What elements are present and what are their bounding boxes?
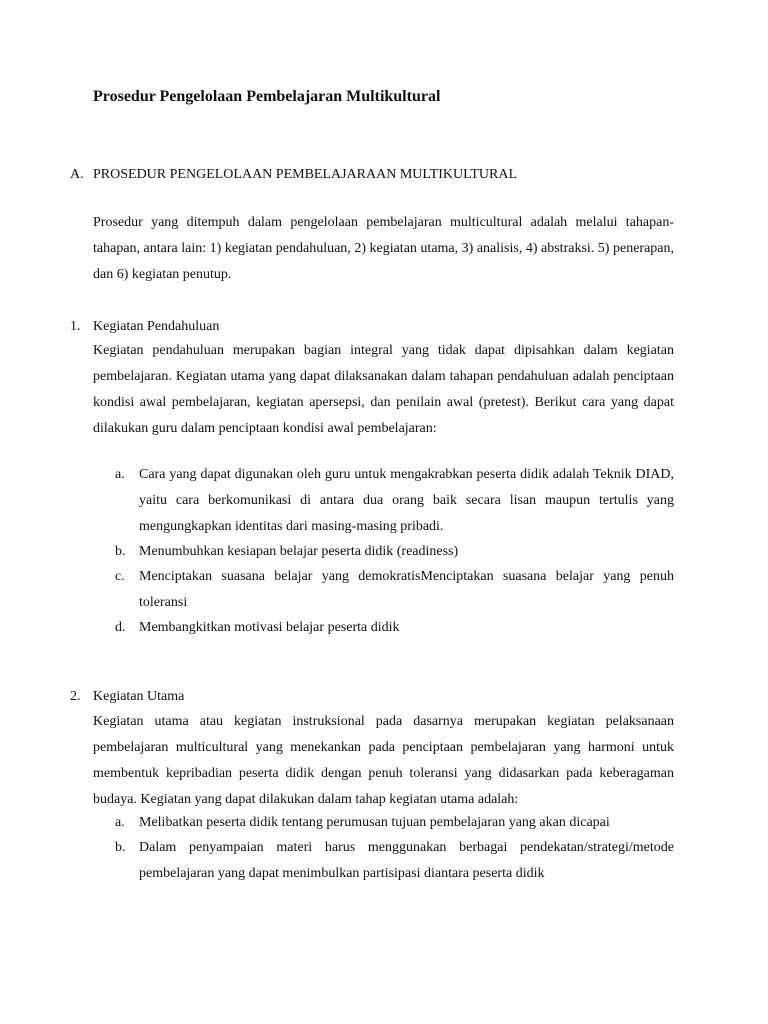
item-1-marker: 1.	[70, 319, 81, 334]
item-1c-text: Menciptakan suasana belajar yang demokratisMenciptakan suasana belajar yang penuh toleransi	[139, 569, 674, 610]
item-1-heading: Kegiatan Pendahuluan	[93, 319, 220, 334]
item-2b-text: Dalam penyampaian materi harus menggunakan berbagai pendekatan/strategi/metode pembelajaran yang dapat menimbulkan partisipasi diantara peserta didik	[139, 840, 674, 881]
item-1d-label: d.	[115, 620, 126, 635]
item-1b-text: Menumbuhkan kesiapan belajar peserta didik (readiness)	[139, 544, 459, 559]
item-2a-label: a.	[115, 815, 125, 830]
item-2-heading: Kegiatan Utama	[93, 689, 185, 704]
item-1c-label: c.	[115, 569, 125, 584]
document-title: Prosedur Pengelolaan Pembelajaran Multikultural	[93, 88, 441, 105]
item-2a-text: Melibatkan peserta didik tentang perumusan tujuan pembelajaran yang akan dicapai	[139, 815, 610, 830]
section-a-marker: A.	[70, 167, 84, 182]
item-1a-label: a.	[115, 467, 125, 482]
section-a-heading: PROSEDUR PENGELOLAAN PEMBELAJARAAN MULTIKULTURAL	[93, 167, 518, 182]
item-1a-text: Cara yang dapat digunakan oleh guru untuk mengakrabkan peserta didik adalah Teknik DIAD, yaitu cara berkomunikasi di antara dua orang baik secara lisan maupun tertulis yang mengungkapkan identitas dari masing-masing pribadi.	[139, 467, 674, 534]
item-2b-label: b.	[115, 840, 126, 855]
item-1-body: Kegiatan pendahuluan merupakan bagian integral yang tidak dapat dipisahkan dalam kegiatan pembelajaran. Kegiatan utama yang dapat dilaksanakan dalam tahapan pendahuluan adalah penciptaan kondisi awal pembelajaran, kegiatan apersepsi, dan penilain awal (pretest). Berikut cara yang dapat dilakukan guru dalam penciptaan kondisi awal pembelajaran:	[93, 343, 674, 436]
item-1d-text: Membangkitkan motivasi belajar peserta didik	[139, 620, 400, 635]
item-2-marker: 2.	[70, 689, 81, 704]
item-2-body: Kegiatan utama atau kegiatan instruksional pada dasarnya merupakan kegiatan pelaksanaan pembelajaran multicultural yang menekankan pada penciptaan pembelajaran yang harmoni untuk membentuk kepribadian peserta didik dengan penuh toleransi yang didasarkan pada keberagaman budaya. Kegiatan yang dapat dilakukan dalam tahap kegiatan utama adalah:	[93, 714, 674, 807]
section-a-intro: Prosedur yang ditempuh dalam pengelolaan pembelajaran multicultural adalah melalui tahapan-tahapan, antara lain: 1) kegiatan pendahuluan, 2) kegiatan utama, 3) analisis, 4) abstraksi. 5) penerapan, dan 6) kegiatan penutup.	[93, 215, 674, 282]
item-1b-label: b.	[115, 544, 126, 559]
